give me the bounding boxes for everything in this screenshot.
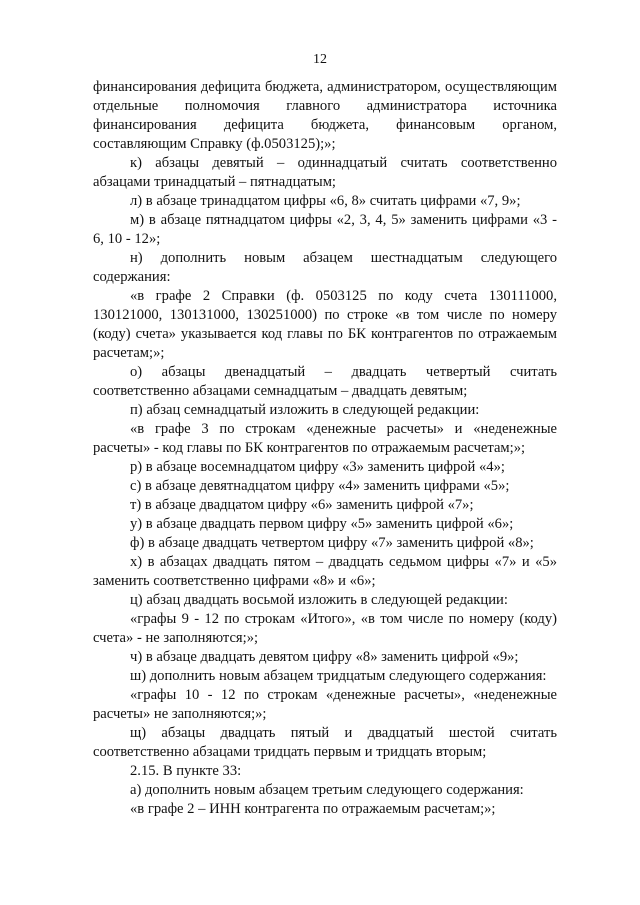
paragraph-l: л) в абзаце тринадцатом цифры «6, 8» считать цифрами «7, 9»;: [130, 193, 521, 209]
paragraph-quote-grafa-2: «в графе 2 Справки (ф. 0503125 по коду счета 130111000, 130121000, 130131000, 130251000) по строке «в том числе по номеру (коду) счета» указывается код главы по БК контрагентов по отражаемым расчетам;»;: [93, 288, 557, 361]
paragraph-quote-grafa-2-inn: «в графе 2 – ИНН контрагента по отражаемым расчетам;»;: [130, 801, 496, 817]
paragraph-quote-grafa-3: «в графе 3 по строкам «денежные расчеты» и «неденежные расчеты» - код главы по БК контрагентов по отражаемым расчетам;»;: [93, 421, 557, 456]
paragraph-continuation: финансирования дефицита бюджета, администратором, осуществляющим отдельные полномочия главного администратора источника финансирования дефицита бюджета, финансовым органом, составляющим Справку (ф.0503125);»;: [93, 79, 557, 152]
paragraph-o: о) абзацы двенадцатый – двадцать четвертый считать соответственно абзацами семнадцатым – двадцать девятым;: [93, 364, 557, 399]
paragraph-k: к) абзацы девятый – одиннадцатый считать соответственно абзацами тринадцатый – пятнадцатым;: [93, 155, 557, 190]
paragraph-p: п) абзац семнадцатый изложить в следующей редакции:: [130, 402, 480, 418]
paragraph-sh: ш) дополнить новым абзацем тридцатым следующего содержания:: [130, 668, 547, 684]
document-body: [93, 78, 557, 819]
paragraph-quote-grafy-9-12: «графы 9 - 12 по строкам «Итого», «в том числе по номеру (коду) счета» - не заполняются;»;: [93, 611, 557, 646]
paragraph-quote-grafy-10-12: «графы 10 - 12 по строкам «денежные расчеты», «неденежные расчеты» не заполняются;»;: [93, 687, 557, 722]
paragraph-a: а) дополнить новым абзацем третьим следующего содержания:: [130, 782, 524, 798]
paragraph-u: у) в абзаце двадцать первом цифру «5» заменить цифрой «6»;: [130, 516, 514, 532]
paragraph-m: м) в абзаце пятнадцатом цифры «2, 3, 4, 5» заменить цифрами «3 - 6, 10 - 12»;: [93, 212, 557, 247]
paragraph-section-2-15: 2.15. В пункте 33:: [130, 763, 242, 779]
paragraph-shch: щ) абзацы двадцать пятый и двадцатый шестой считать соответственно абзацами тридцать первым и тридцать вторым;: [93, 725, 557, 760]
paragraph-ts: ц) абзац двадцать восьмой изложить в следующей редакции:: [130, 592, 508, 608]
paragraph-r: р) в абзаце восемнадцатом цифру «3» заменить цифрой «4»;: [130, 459, 505, 475]
paragraph-f: ф) в абзаце двадцать четвертом цифру «7» заменить цифрой «8»;: [130, 535, 534, 551]
paragraph-kh: х) в абзацах двадцать пятом – двадцать седьмом цифры «7» и «5» заменить соответственно цифрами «8» и «6»;: [93, 554, 557, 589]
page-number: 12: [313, 52, 327, 67]
paragraph-s: с) в абзаце девятнадцатом цифру «4» заменить цифрами «5»;: [130, 478, 510, 494]
paragraph-t: т) в абзаце двадцатом цифру «6» заменить цифрой «7»;: [130, 497, 474, 513]
paragraph-n: н) дополнить новым абзацем шестнадцатым следующего содержания:: [93, 250, 557, 285]
paragraph-ch: ч) в абзаце двадцать девятом цифру «8» заменить цифрой «9»;: [130, 649, 519, 665]
